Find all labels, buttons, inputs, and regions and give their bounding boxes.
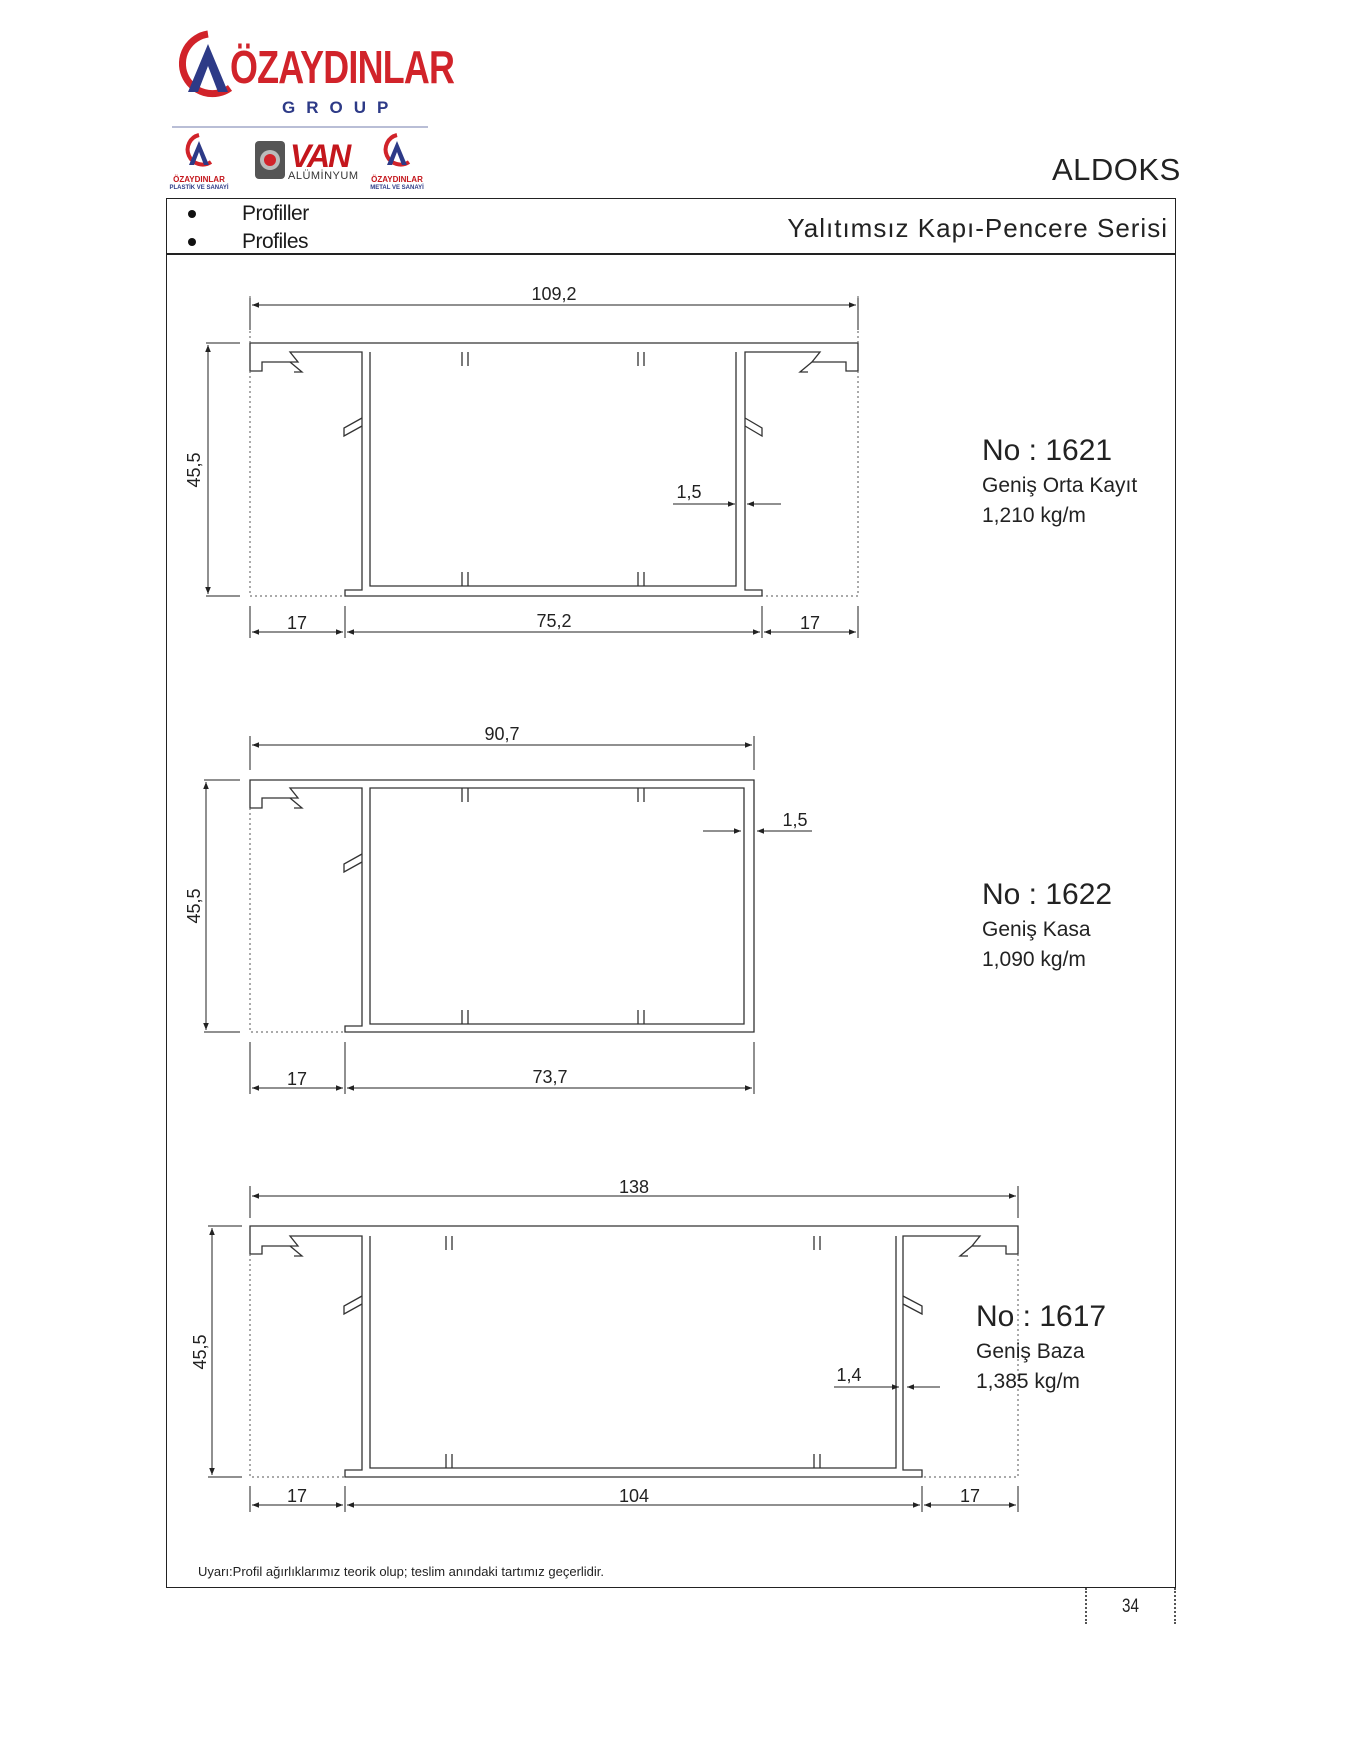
profile-weight: 1,090 kg/m — [982, 948, 1086, 971]
weight-disclaimer: Uyarı:Profil ağırlıklarımız teorik olup; teslim anındaki tartımız geçerlidir. — [198, 1564, 605, 1579]
van-logo-caption: ALÜMİNYUM — [288, 170, 359, 182]
dim-left: 17 — [286, 1069, 308, 1089]
profile-1621-section — [250, 343, 858, 596]
dim-left: 17 — [286, 1486, 308, 1506]
dim-right: 17 — [799, 613, 821, 633]
profile-1622-dims — [204, 736, 812, 1094]
dim-height: 45,5 — [190, 1334, 210, 1370]
series-code: ALDOKS — [1052, 152, 1181, 187]
profile-info-1617 — [976, 1300, 1106, 1394]
profile-1622-section — [250, 780, 754, 1032]
dim-height: 45,5 — [184, 452, 204, 488]
dim-right: 17 — [959, 1486, 981, 1506]
page-number: 34 — [1122, 1596, 1139, 1617]
sub-logo-name: ÖZAYDINLAR — [173, 175, 225, 184]
dim-height: 45,5 — [184, 888, 204, 924]
dim-left: 17 — [286, 613, 308, 633]
profile-info-1621 — [982, 434, 1137, 528]
sub-logo-name: ÖZAYDINLAR — [371, 175, 423, 184]
profile-1617-section — [250, 1226, 1018, 1477]
dim-middle: 73,7 — [532, 1067, 568, 1087]
profile-number: No : 1617 — [976, 1300, 1107, 1333]
profile-number: No : 1621 — [982, 434, 1113, 467]
sub-logo-caption: PLASTİK VE SANAYİ — [169, 185, 229, 191]
dim-middle: 75,2 — [536, 611, 572, 631]
brand-name: ÖZAYDINLAR — [230, 41, 455, 93]
profile-name: Geniş Orta Kayıt — [982, 474, 1138, 497]
profile-name: Geniş Baza — [976, 1340, 1085, 1363]
profile-weight: 1,385 kg/m — [976, 1370, 1080, 1393]
profile-weight: 1,210 kg/m — [982, 504, 1086, 527]
profile-number: No : 1622 — [982, 878, 1113, 911]
brand-group: GROUP — [282, 98, 400, 117]
category-label: Profiles — [242, 230, 309, 253]
dim-middle: 104 — [618, 1486, 650, 1506]
sub-logo-caption: METAL VE SANAYİ — [370, 185, 424, 191]
profile-info-1622 — [982, 878, 1112, 972]
dim-wall: 1,5 — [676, 482, 702, 502]
series-title: Yalıtımsız Kapı-Pencere Serisi — [787, 213, 1168, 243]
dim-total-width: 138 — [618, 1177, 650, 1197]
profile-1621-dims — [206, 298, 858, 638]
profile-name: Geniş Kasa — [982, 918, 1091, 941]
van-logo-text: VAN — [290, 138, 350, 174]
dim-wall: 1,5 — [782, 810, 808, 830]
dim-total-width: 109,2 — [531, 284, 577, 304]
category-label: Profiller — [242, 202, 309, 225]
page-divider-left — [1085, 1588, 1087, 1624]
dim-wall: 1,4 — [836, 1365, 862, 1385]
dim-total-width: 90,7 — [484, 724, 520, 744]
page-divider-right — [1174, 1588, 1176, 1624]
